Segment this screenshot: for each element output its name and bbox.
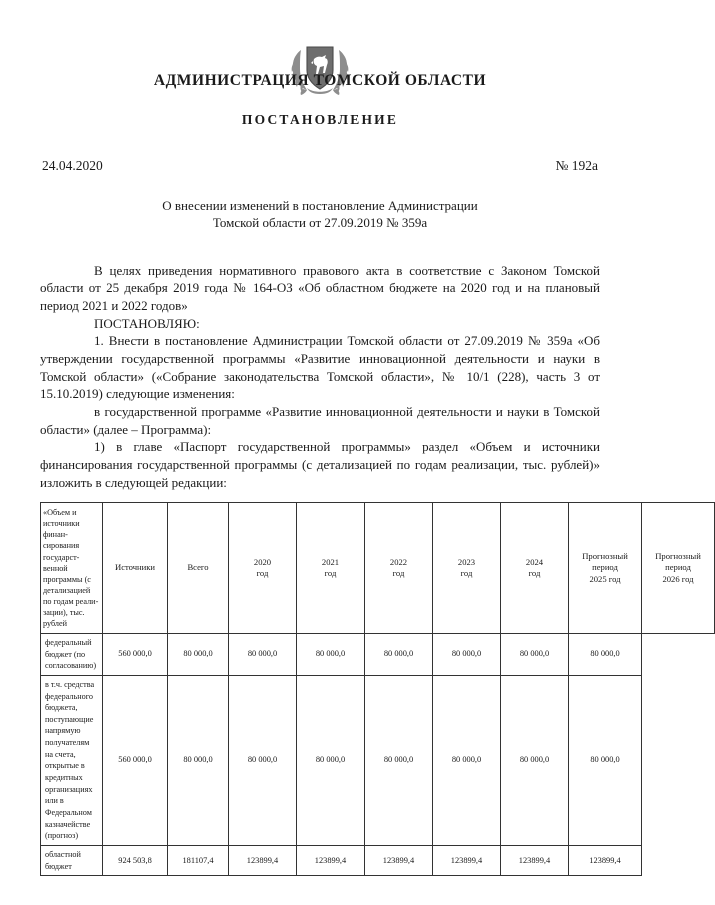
financing-table bbox=[40, 502, 715, 876]
cell-2020: 80 000,0 bbox=[168, 675, 229, 845]
cell-2025: 80 000,0 bbox=[501, 675, 569, 845]
paragraph-passport-section: 1) в главе «Паспорт государственной программы» раздел «Объем и источники финансирования государственной программы (с детализацией по годам реализации, тыс. рублей)» изложить в следующей редакции: bbox=[40, 439, 600, 490]
subject-line-2: Томской области от 27.09.2019 № 359а bbox=[212, 215, 428, 231]
header-year-2022-unit: год bbox=[392, 568, 405, 579]
header-sources: Источники bbox=[103, 503, 168, 634]
cell-2021: 80 000,0 bbox=[229, 633, 297, 675]
header-forecast-2025-l2: период bbox=[592, 562, 618, 573]
header-forecast-2025-l1: Прогнозный bbox=[582, 550, 628, 561]
row-source-federal-budget: федеральный бюджет (по согласованию) bbox=[41, 633, 103, 675]
document-date: 24.04.2020 bbox=[42, 158, 103, 173]
header-year-2023-value: 2023 bbox=[457, 556, 476, 567]
cell-total: 560 000,0 bbox=[103, 675, 168, 845]
table-header-row bbox=[41, 503, 715, 634]
cell-total: 924 503,8 bbox=[103, 845, 168, 875]
header-forecast-2025-l3: 2025 год bbox=[589, 573, 621, 584]
cell-2022: 80 000,0 bbox=[297, 633, 365, 675]
header-year-2024-unit: год bbox=[528, 568, 541, 579]
cell-2023: 80 000,0 bbox=[365, 675, 433, 845]
paragraph-program-ref: в государственной программе «Развитие инновационной деятельности и науки в Томской области» (далее – Программа): bbox=[40, 403, 600, 437]
header-year-2020-unit: год bbox=[256, 568, 269, 579]
header-year-2021-value: 2021 bbox=[321, 556, 340, 567]
header-year-2024 bbox=[501, 503, 569, 634]
cell-2020: 80 000,0 bbox=[168, 633, 229, 675]
table-row bbox=[41, 845, 715, 875]
header-forecast-2025 bbox=[569, 503, 642, 634]
header-year-2020-value: 2020 bbox=[253, 556, 272, 567]
organization-title: АДМИНИСТРАЦИЯ ТОМСКОЙ ОБЛАСТИ bbox=[153, 72, 487, 89]
header-forecast-2026-l2: период bbox=[665, 562, 691, 573]
cell-2025: 80 000,0 bbox=[501, 633, 569, 675]
document-type-heading: ПОСТАНОВЛЕНИЕ bbox=[241, 112, 399, 127]
header-total: Всего bbox=[168, 503, 229, 634]
document-number: № 192а bbox=[555, 158, 598, 173]
header-volume-and-sources: «Объем и источники финансирования государственной программы (с детализацией по годам реализации), тыс. рублей bbox=[41, 503, 103, 634]
cell-2020: 181107,4 bbox=[168, 845, 229, 875]
paragraph-purpose: В целях приведения нормативного правового акта в соответствие с Законом Томской области от 25 декабря 2019 года № 164-ОЗ «Об областном бюджете на 2020 год и на плановый период 2021 и 2022 годов» bbox=[40, 262, 600, 313]
table-row bbox=[41, 675, 715, 845]
emblem-container bbox=[40, 0, 600, 62]
cell-2023: 80 000,0 bbox=[365, 633, 433, 675]
document-meta-line bbox=[40, 158, 600, 174]
row-source-regional-budget: областной бюджет bbox=[41, 845, 103, 875]
cell-2022: 80 000,0 bbox=[297, 675, 365, 845]
cell-2023: 123899,4 bbox=[365, 845, 433, 875]
document-body bbox=[40, 262, 600, 492]
cell-2025: 123899,4 bbox=[501, 845, 569, 875]
cell-2021: 123899,4 bbox=[229, 845, 297, 875]
header-forecast-2026-l3: 2026 год bbox=[662, 573, 694, 584]
table-row bbox=[41, 633, 715, 675]
paragraph-resolve: ПОСТАНОВЛЯЮ: bbox=[94, 315, 200, 331]
cell-2024: 80 000,0 bbox=[433, 633, 501, 675]
header-year-2021 bbox=[297, 503, 365, 634]
header-year-2023-unit: год bbox=[460, 568, 473, 579]
subject-line-1: О внесении изменений в постановление Администрации bbox=[162, 198, 478, 213]
header-year-2020 bbox=[229, 503, 297, 634]
document-subject bbox=[40, 197, 600, 232]
header-year-2022 bbox=[365, 503, 433, 634]
row-source-federal-direct: в т.ч. средства федерального бюджета, поступающие напрямую получателям на счета, открытые в кредитных организациях или в Федеральном казначействе (прогноз) bbox=[41, 675, 103, 845]
cell-2026: 80 000,0 bbox=[569, 633, 642, 675]
cell-2021: 80 000,0 bbox=[229, 675, 297, 845]
cell-2024: 123899,4 bbox=[433, 845, 501, 875]
cell-2022: 123899,4 bbox=[297, 845, 365, 875]
cell-total: 560 000,0 bbox=[103, 633, 168, 675]
header-year-2022-value: 2022 bbox=[389, 556, 408, 567]
paragraph-amendment-1: 1. Внести в постановление Администрации Томской области от 27.09.2019 № 359а «Об утверждении государственной программы «Развитие инновационной деятельности и науки в Томской области» («Собрание законодательства Томской области», № 10/1 (228), часть 3 от 15.10.2019) следующие изменения: bbox=[40, 333, 600, 402]
header-forecast-2026-l1: Прогнозный bbox=[655, 550, 701, 561]
cell-2026: 123899,4 bbox=[569, 845, 642, 875]
header-forecast-2026 bbox=[642, 503, 715, 634]
header-year-2023 bbox=[433, 503, 501, 634]
header-year-2024-value: 2024 bbox=[525, 556, 544, 567]
cell-2024: 80 000,0 bbox=[433, 675, 501, 845]
cell-2026: 80 000,0 bbox=[569, 675, 642, 845]
header-year-2021-unit: год bbox=[324, 568, 337, 579]
